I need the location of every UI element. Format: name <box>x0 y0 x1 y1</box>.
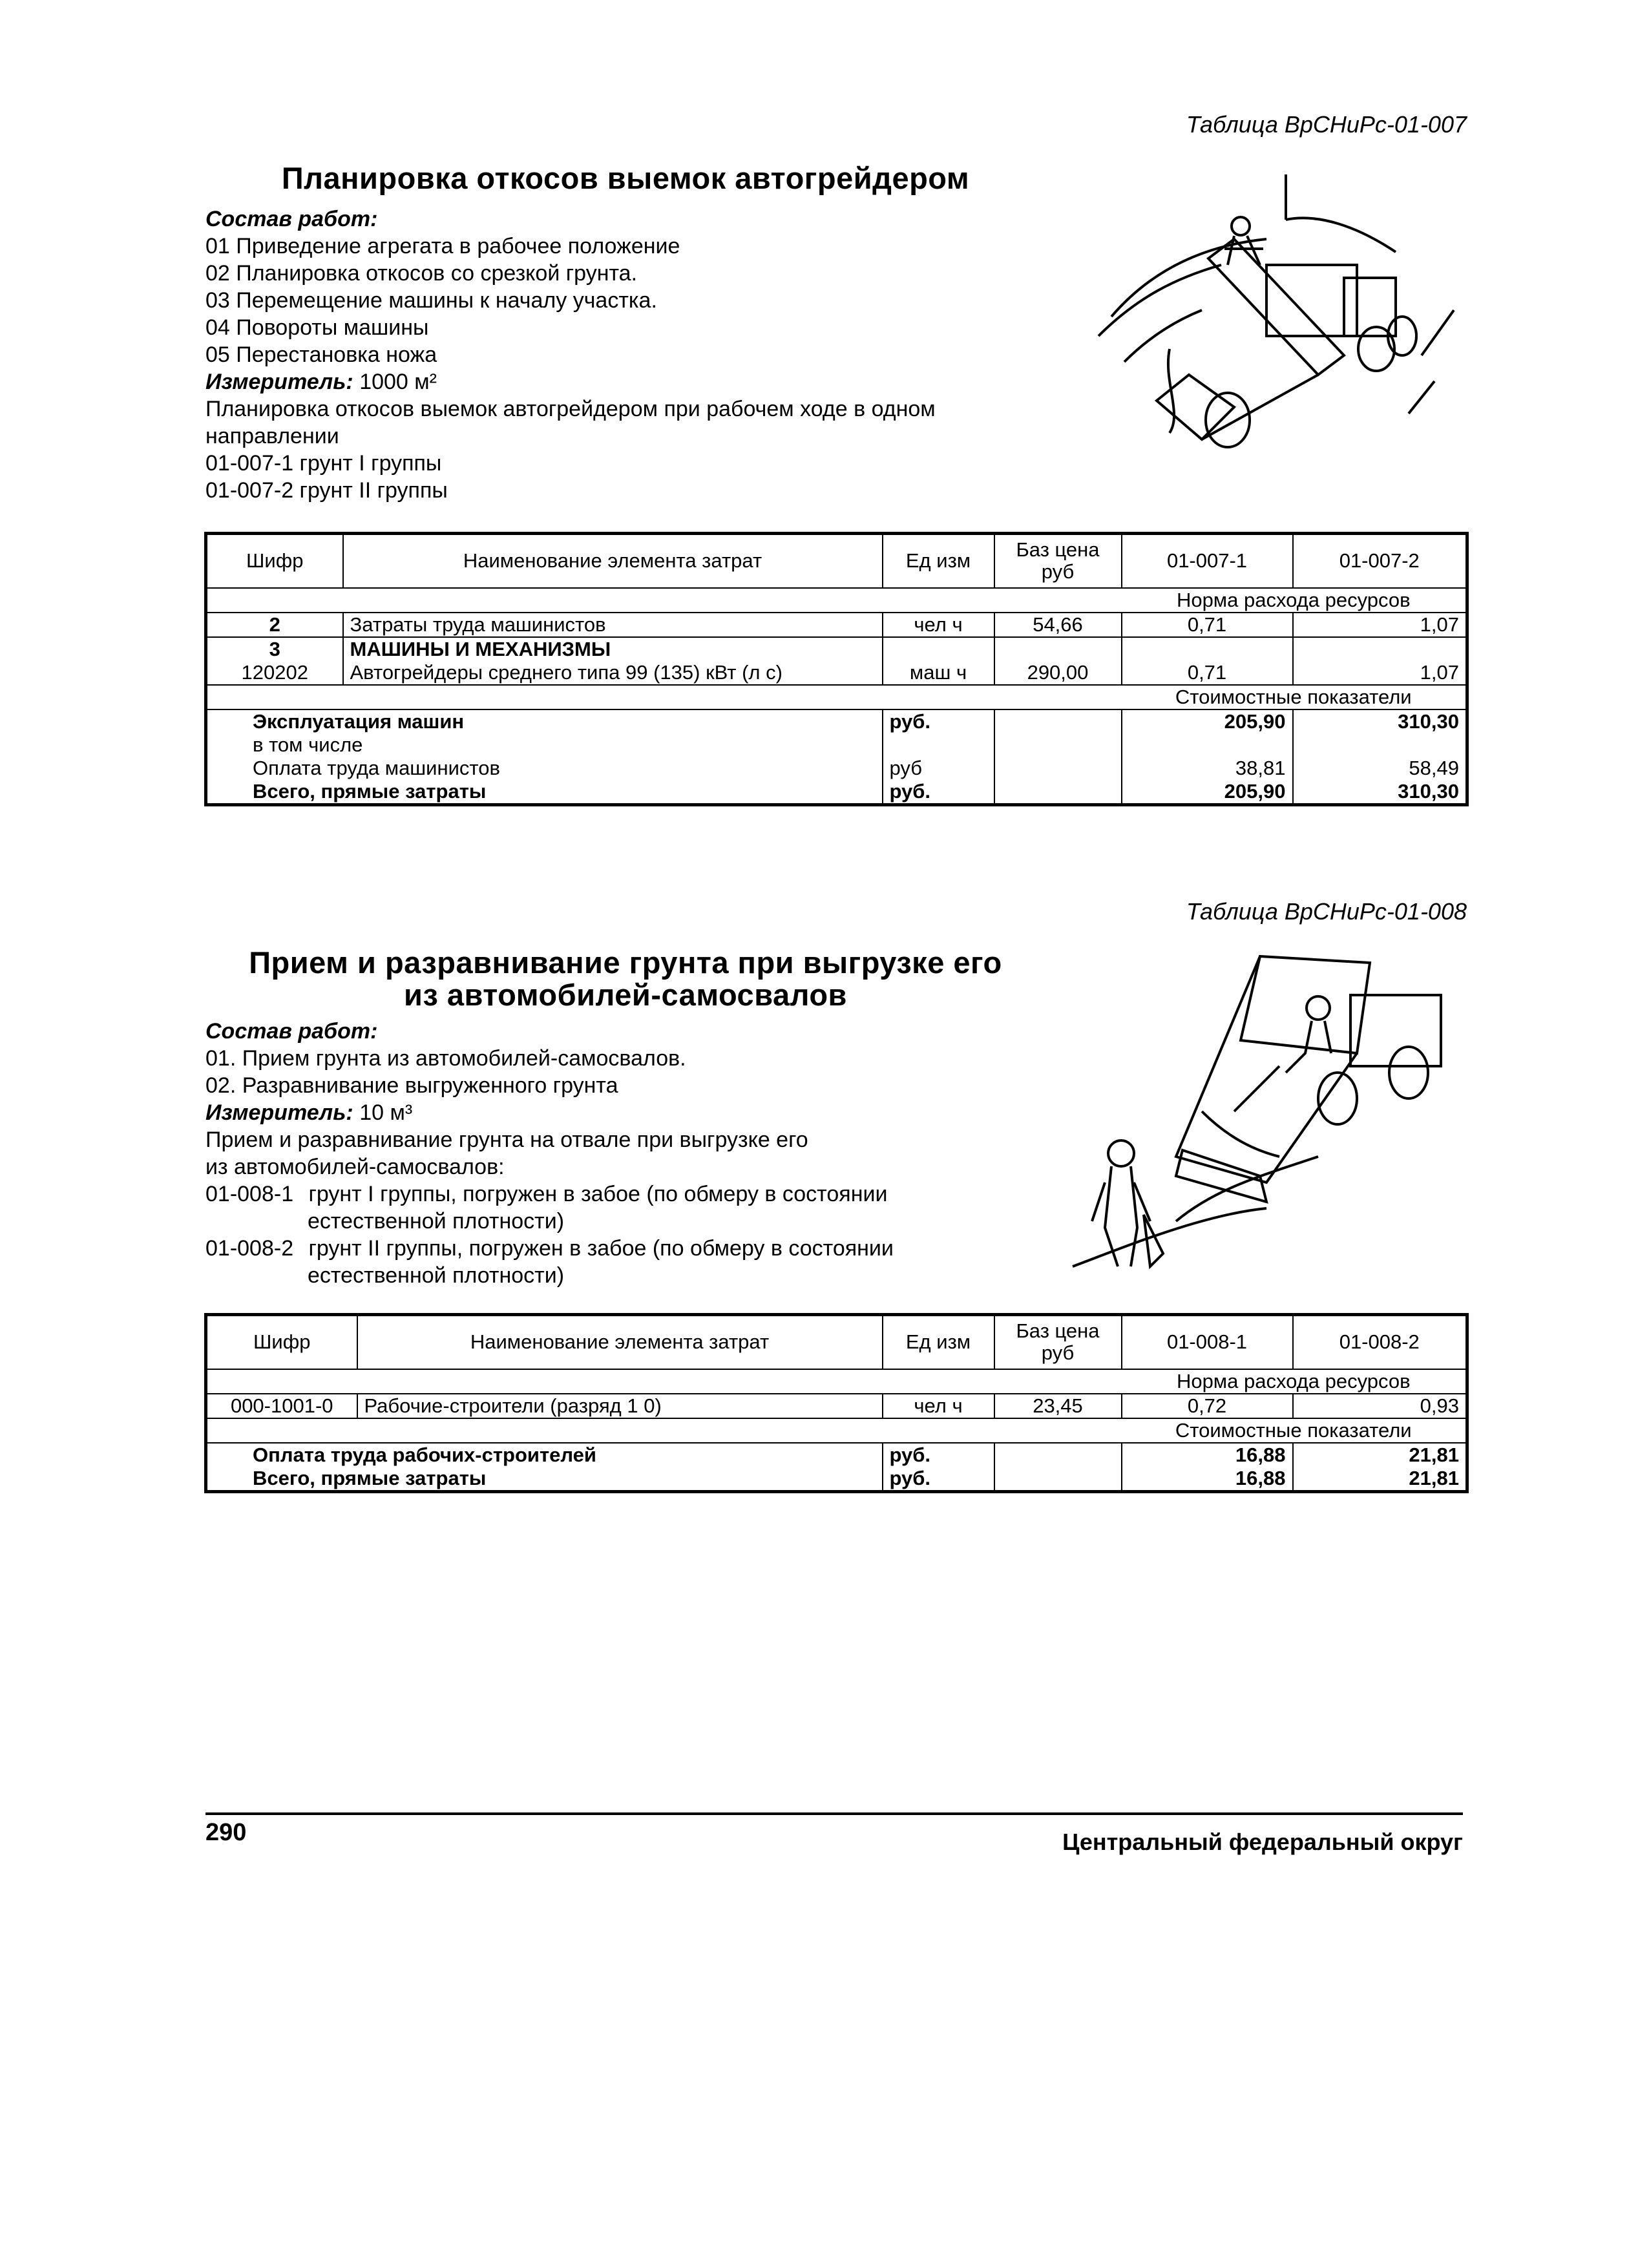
work-step: 03 Перемещение машины к началу участка. <box>205 288 657 313</box>
cost-row: Эксплуатация машин руб. 205,90 310,30 <box>206 709 1467 733</box>
header-price: Баз цена руб <box>994 1315 1122 1369</box>
cost-row: в том числе <box>206 733 1467 757</box>
cost-row: Всего, прямые затраты руб. 205,90 310,30 <box>206 780 1467 805</box>
cost-row: Оплата труда рабочих-строителей руб. 16,88 21,81 <box>206 1443 1467 1467</box>
work-step: 04 Повороты машины <box>205 315 429 340</box>
grader-illustration <box>1073 168 1460 504</box>
description: направлении <box>205 424 339 448</box>
page-number: 290 <box>205 1819 247 1846</box>
composition-label: Состав работ: <box>205 207 378 231</box>
section-title <box>205 947 1045 1011</box>
meter <box>205 368 936 395</box>
header-unit: Ед изм <box>883 534 994 588</box>
item-text: естественной плотности) <box>308 1263 565 1288</box>
table-row: 2 Затраты труда машинистов чел ч 54,66 0,71 1,07 <box>206 613 1467 637</box>
footer-region: Центральный федеральный округ <box>1062 1829 1463 1855</box>
work-composition <box>205 205 936 504</box>
footer-rule <box>205 1812 1463 1815</box>
table-ref: Таблица ВрСНиРс-01-007 <box>1186 111 1467 138</box>
section-norm: Норма расхода ресурсов <box>1122 588 1467 613</box>
work-composition <box>205 1018 894 1289</box>
header-price: Баз цена руб <box>994 534 1122 588</box>
dump-truck-illustration <box>1047 943 1473 1305</box>
header-code: Шифр <box>206 1315 357 1369</box>
header-col1: 01-008-1 <box>1122 1315 1293 1369</box>
item-code: 01-007-2 грунт II группы <box>205 478 448 503</box>
norm-table <box>204 532 1469 806</box>
header-col2: 01-008-2 <box>1293 1315 1467 1369</box>
item-code: 01-007-1 грунт I группы <box>205 451 442 476</box>
header-col2: 01-007-2 <box>1293 534 1467 588</box>
section-cost: Стоимостные показатели <box>1122 685 1467 709</box>
meter <box>205 1099 894 1126</box>
item-text: грунт I группы, погружен в забое (по обмеру в состоянии <box>308 1182 888 1206</box>
meter-value: 1000 м² <box>359 370 437 394</box>
section-cost: Стоимостные показатели <box>1122 1418 1467 1443</box>
title-line: из автомобилей-самосвалов <box>404 978 847 1012</box>
table-row: 000-1001-0 Рабочие-строители (разряд 1 0) чел ч 23,45 0,72 0,93 <box>206 1394 1467 1418</box>
item-code: 01-008-2 <box>205 1236 294 1261</box>
work-step: 05 Перестановка ножа <box>205 342 437 367</box>
header-code: Шифр <box>206 534 343 588</box>
table-row: 3 МАШИНЫ И МЕХАНИЗМЫ <box>206 637 1467 661</box>
work-step: 02 Планировка откосов со срезкой грунта. <box>205 261 638 286</box>
item-text: грунт II группы, погружен в забое (по обмеру в состоянии <box>308 1236 894 1261</box>
description: Планировка откосов выемок автогрейдером при рабочем ходе в одном <box>205 397 936 421</box>
cost-row: Всего, прямые затраты руб. 16,88 21,81 <box>206 1467 1467 1492</box>
meter-value: 10 м³ <box>359 1100 413 1125</box>
table-row: 120202 Автогрейдеры среднего типа 99 (135) кВт (л с) маш ч 290,00 0,71 1,07 <box>206 661 1467 685</box>
cost-row: Оплата труда машинистов руб 38,81 58,49 <box>206 757 1467 780</box>
section-norm: Норма расхода ресурсов <box>1122 1369 1467 1394</box>
item <box>205 1235 894 1262</box>
meter-label: Измеритель: <box>205 370 353 394</box>
section-title: Планировка откосов выемок автогрейдером <box>281 161 970 195</box>
meter-label: Измеритель: <box>205 1100 353 1125</box>
work-step: 01. Прием грунта из автомобилей-самосвалов. <box>205 1046 686 1071</box>
header-col1: 01-007-1 <box>1122 534 1293 588</box>
header-unit: Ед изм <box>883 1315 994 1369</box>
item-text: естественной плотности) <box>308 1209 565 1234</box>
description: Прием и разравнивание грунта на отвале при выгрузке его <box>205 1128 808 1152</box>
title-line: Прием и разравнивание грунта при выгрузке его <box>249 945 1002 980</box>
work-step: 02. Разравнивание выгруженного грунта <box>205 1073 618 1098</box>
table-ref: Таблица ВрСНиРс-01-008 <box>1186 898 1467 925</box>
item <box>205 1181 894 1208</box>
header-name: Наименование элемента затрат <box>343 534 883 588</box>
description: из автомобилей-самосвалов: <box>205 1155 505 1179</box>
work-step: 01 Приведение агрегата в рабочее положение <box>205 234 680 258</box>
item-code: 01-008-1 <box>205 1182 294 1206</box>
header-name: Наименование элемента затрат <box>357 1315 883 1369</box>
composition-label: Состав работ: <box>205 1019 378 1044</box>
norm-table <box>204 1313 1469 1493</box>
